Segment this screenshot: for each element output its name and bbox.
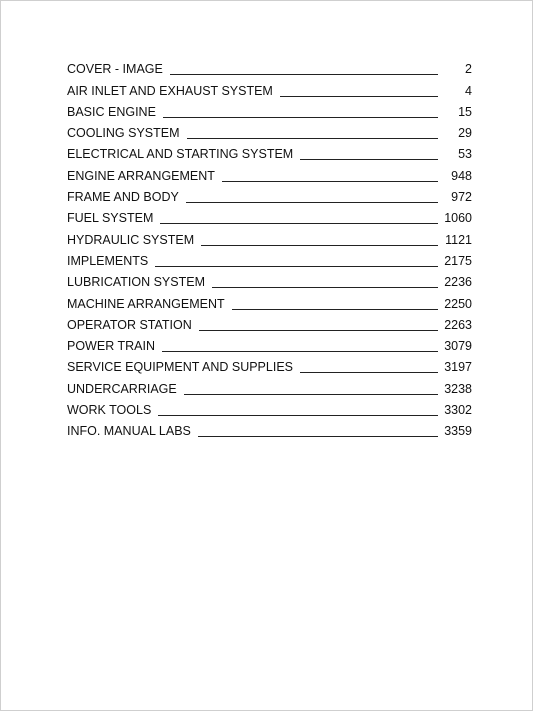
toc-entry-page-number: 2250 — [444, 296, 472, 311]
toc-entry[interactable] — [67, 225, 472, 246]
toc-entry-page-number: 3079 — [444, 339, 472, 354]
toc-entry-page-number: 29 — [458, 126, 472, 141]
toc-entry-title: COOLING SYSTEM — [67, 126, 180, 141]
toc-entry[interactable] — [67, 98, 472, 119]
toc-leader-line — [186, 202, 438, 203]
toc-leader-line — [212, 287, 438, 288]
toc-entry-title: MACHINE ARRANGEMENT — [67, 296, 225, 311]
toc-entry-title: HYDRAULIC SYSTEM — [67, 232, 195, 247]
toc-entry-page-number: 3197 — [444, 360, 472, 375]
toc-entry-title: UNDERCARRIAGE — [67, 381, 177, 396]
toc-entry-title: INFO. MANUAL LABS — [67, 424, 191, 439]
toc-leader-line — [162, 351, 438, 352]
toc-leader-line — [280, 96, 438, 97]
toc-entry-title: BASIC ENGINE — [67, 104, 156, 119]
toc-leader-line — [300, 372, 438, 373]
toc-leader-line — [184, 394, 438, 395]
toc-entry-title: ELECTRICAL AND STARTING SYSTEM — [67, 147, 294, 162]
toc-entry[interactable] — [67, 311, 472, 332]
toc-entry-page-number: 1060 — [444, 211, 472, 226]
toc-entry-page-number: 2175 — [444, 253, 472, 268]
toc-leader-line — [201, 245, 438, 246]
toc-entry[interactable] — [67, 289, 472, 310]
toc-leader-line — [300, 159, 438, 160]
toc-entry-title: COVER - IMAGE — [67, 62, 163, 77]
toc-entry-title: WORK TOOLS — [67, 403, 152, 418]
toc-entry[interactable] — [67, 374, 472, 395]
toc-leader-line — [170, 74, 438, 75]
toc-entry[interactable] — [67, 55, 472, 76]
toc-entry[interactable] — [67, 247, 472, 268]
toc-entry[interactable] — [67, 76, 472, 97]
toc-entry[interactable] — [67, 417, 472, 438]
toc-entry-page-number: 3302 — [444, 403, 472, 418]
toc-entry[interactable] — [67, 204, 472, 225]
toc-entry-title: OPERATOR STATION — [67, 317, 192, 332]
toc-leader-line — [155, 266, 438, 267]
toc-entry[interactable] — [67, 332, 472, 353]
toc-entry-title: FRAME AND BODY — [67, 190, 179, 205]
toc-entry-page-number: 15 — [458, 104, 472, 119]
toc-entry[interactable] — [67, 268, 472, 289]
toc-entry[interactable] — [67, 140, 472, 161]
toc-entry-title: AIR INLET AND EXHAUST SYSTEM — [67, 83, 273, 98]
toc-entry-page-number: 3359 — [444, 424, 472, 439]
toc-entry-page-number: 972 — [451, 190, 472, 205]
toc-entry-title: IMPLEMENTS — [67, 253, 149, 268]
toc-entry[interactable] — [67, 161, 472, 182]
toc-leader-line — [198, 436, 438, 437]
toc-entry[interactable] — [67, 119, 472, 140]
toc-entry-page-number: 53 — [458, 147, 472, 162]
toc-entry-title: SERVICE EQUIPMENT AND SUPPLIES — [67, 360, 293, 375]
toc-entry-title: LUBRICATION SYSTEM — [67, 275, 205, 290]
toc-entry-page-number: 4 — [465, 83, 472, 98]
toc-leader-line — [158, 415, 438, 416]
toc-entry-title: POWER TRAIN — [67, 339, 155, 354]
toc-leader-line — [160, 223, 438, 224]
toc-entry-title: FUEL SYSTEM — [67, 211, 154, 226]
toc-entry[interactable] — [67, 183, 472, 204]
toc-entry-page-number: 2236 — [444, 275, 472, 290]
toc-entry-page-number: 3238 — [444, 381, 472, 396]
toc-entry-page-number: 1121 — [445, 232, 472, 247]
toc-leader-line — [232, 309, 438, 310]
toc-entry-page-number: 948 — [451, 168, 472, 183]
toc-entry[interactable] — [67, 353, 472, 374]
toc-entry-title: ENGINE ARRANGEMENT — [67, 168, 215, 183]
table-of-contents — [67, 55, 472, 438]
toc-leader-line — [163, 117, 438, 118]
toc-leader-line — [199, 330, 438, 331]
toc-leader-line — [187, 138, 438, 139]
toc-entry-page-number: 2263 — [444, 317, 472, 332]
toc-leader-line — [222, 181, 438, 182]
toc-entry-page-number: 2 — [465, 62, 472, 77]
toc-entry[interactable] — [67, 396, 472, 417]
